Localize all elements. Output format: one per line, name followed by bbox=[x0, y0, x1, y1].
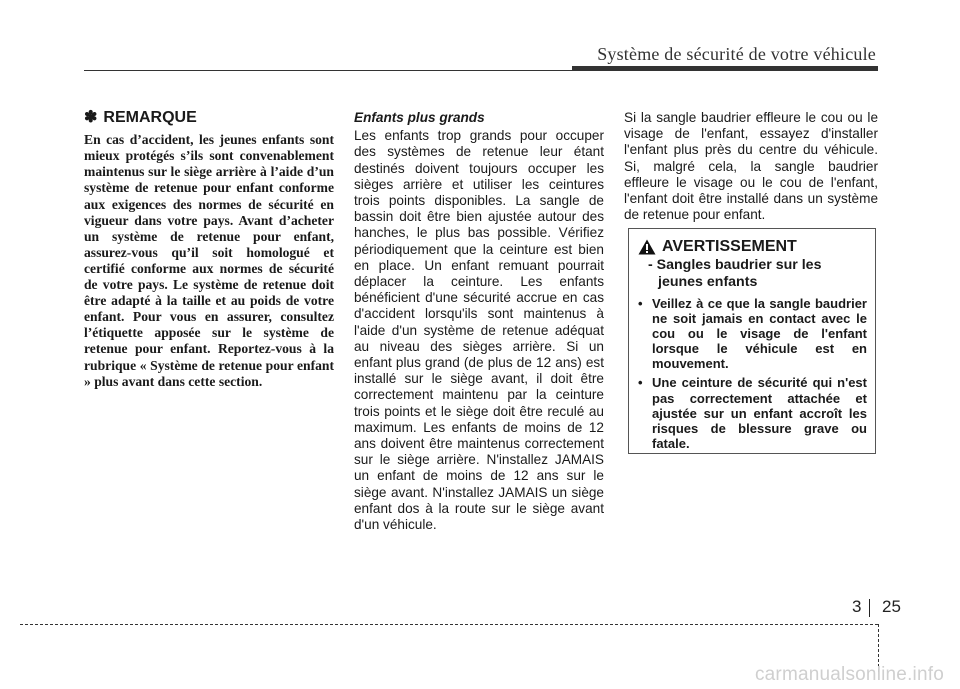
list-item bbox=[638, 375, 867, 450]
warning-box bbox=[628, 228, 876, 454]
section-heading: Enfants plus grands bbox=[354, 110, 485, 125]
page-number-divider bbox=[869, 599, 870, 617]
bullet-icon: • bbox=[638, 296, 643, 311]
warning-title: AVERTISSEMENT bbox=[662, 238, 797, 256]
header-rule-accent bbox=[572, 66, 878, 71]
warning-title-row bbox=[638, 239, 867, 255]
footer-rule bbox=[20, 624, 878, 625]
list-item bbox=[638, 296, 867, 371]
warning-item-text: Une ceinture de sécurité qui n'est pas correctement attachée et ajustée sur un enfant accroît les risques de blessure grave ou fatale. bbox=[652, 375, 867, 451]
note-column bbox=[84, 110, 334, 390]
page-number: 25 bbox=[882, 597, 901, 616]
section-body: Les enfants trop grands pour occuper des systèmes de retenue leur étant destinés doivent toujours occuper les sièges arrière et utiliser les ceintures trois points disponibles. La sangle de bassin doit être bien ajustée autour des hanches, le plus bas possible. Vérifiez périodiquement que la ceinture est bien en place. Un enfant remuant pourrait déplacer la ceinture. Les enfants bénéficient d'une sécurité accrue en cas d'accident lorsqu'ils sont maintenus à l'aide d'un système de retenue adéquat au niveau des sièges arrière. Si un enfant plus grand (de plus de 12 ans) est installé sur le siège avant, il doit être correctement maintenu par la ceinture trois points et le siège doit être reculé au maximum. Les enfants de moins de 12 ans doivent être maintenus correctement sur le siège arrière. N'installez JAMAIS un enfant de moins de 12 ans sur le siège avant. N'installez JAMAIS un siège enfant dos à la route sur le siège avant d'un véhicule. bbox=[354, 128, 604, 533]
warning-list bbox=[638, 296, 867, 451]
watermark: carmanualsonline.info bbox=[754, 664, 944, 685]
warning-item-text: Veillez à ce que la sangle baudrier ne soit jamais en contact avec le cou ou le visage de l'enfant lorsque le véhicule est en mouvement. bbox=[652, 296, 867, 372]
section-number: 3 bbox=[852, 597, 862, 616]
older-children-column bbox=[354, 110, 604, 533]
note-heading bbox=[84, 110, 334, 126]
bullet-icon: • bbox=[638, 375, 643, 391]
warning-subtitle bbox=[648, 257, 867, 290]
right-column bbox=[624, 110, 878, 223]
page-header-title: Système de sécurité de votre véhicule bbox=[597, 44, 876, 64]
note-body: En cas d’accident, les jeunes enfants sont mieux protégés s’ils sont convenablement maintenus sur le siège arrière à l’aide d’un système de retenue pour enfant conforme aux exigences des normes de sécurité en vigueur dans votre pays. Avant d’acheter un système de retenue pour enfant, assurez-vous qu’il soit homologué et certifié conforme aux normes de sécurité de votre pays. Le système de retenue doit être adapté à la taille et au poids de votre enfant. Pour vous en assurer, consultez l’étiquette apposée sur le système de retenue pour enfant. Reportez-vous à la rubrique « Système de retenue pour enfant » plus avant dans cette section. bbox=[84, 132, 334, 389]
warning-subtitle-line1: - Sangles baudrier sur les bbox=[648, 257, 822, 273]
warning-triangle-icon bbox=[638, 239, 656, 255]
note-heading-label: REMARQUE bbox=[103, 109, 197, 126]
right-paragraph: Si la sangle baudrier effleure le cou ou le visage de l'enfant, essayez d'installer l'enfant plus près du centre du véhicule. Si, malgré cela, la sangle baudrier effleure le visage ou le cou de l'enfant, l'enfant doit être installé dans un système de retenue pour enfant. bbox=[624, 110, 878, 223]
warning-subtitle-line2: jeunes enfants bbox=[658, 273, 758, 290]
asterisk-icon: ✽ bbox=[84, 109, 98, 126]
